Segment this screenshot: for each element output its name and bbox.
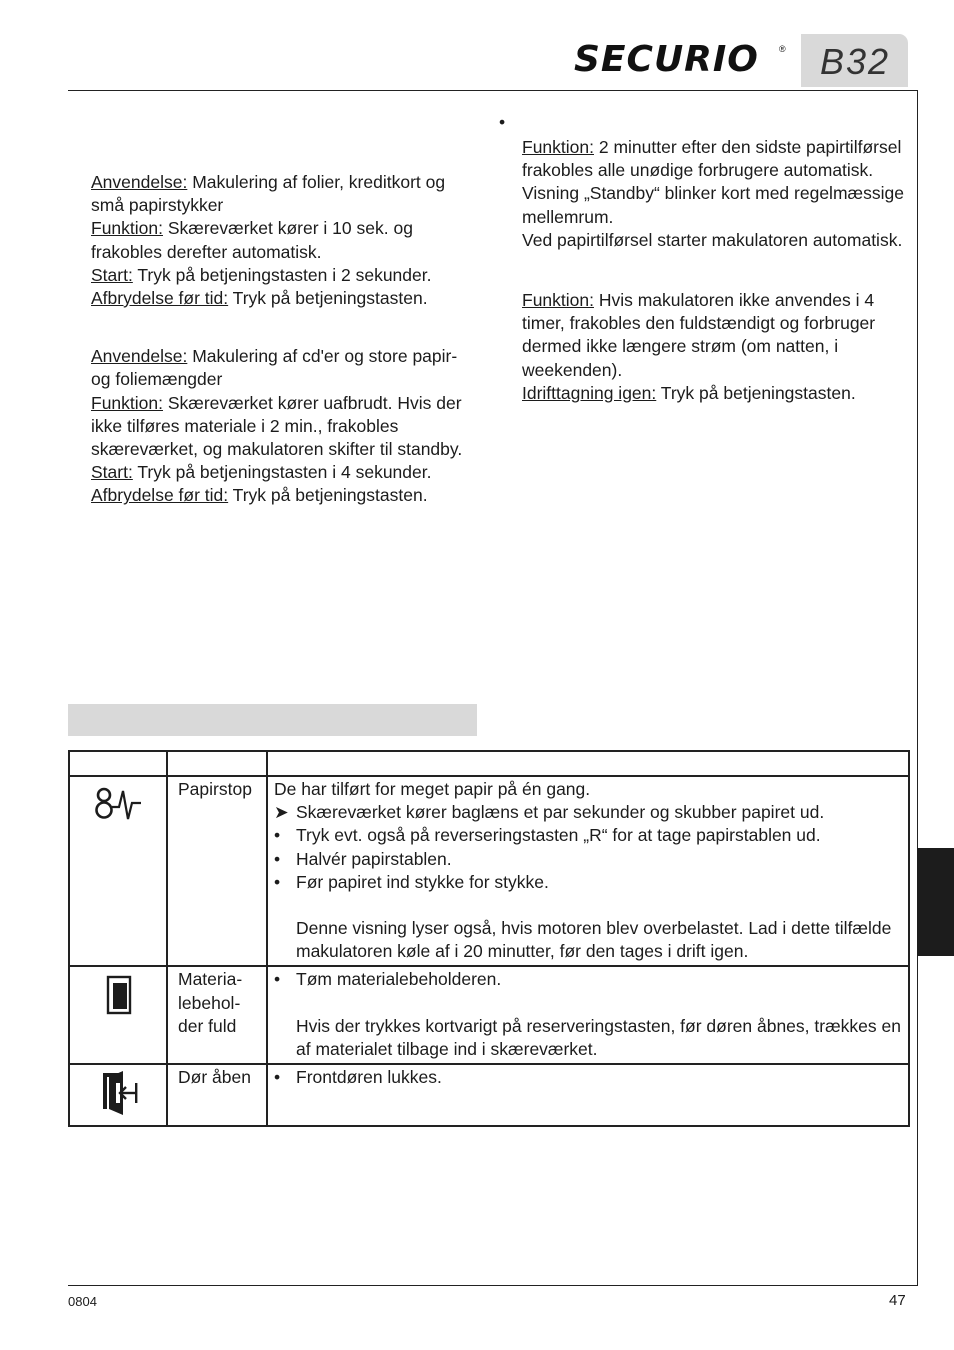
- section-heading-bar: [68, 704, 477, 736]
- display-line: Visning „Standby“ blinker kort med regelmæssige mellemrum.: [522, 183, 904, 227]
- list-item: • Før papiret ind stykke for stykke.: [274, 871, 549, 892]
- function-line: [91, 392, 471, 462]
- use-label: Anvendelse:: [91, 172, 188, 192]
- registered-mark: ®: [779, 44, 786, 54]
- error-table: [68, 750, 910, 1127]
- stop-text: Tryk på betjeningstasten.: [228, 288, 428, 309]
- list-item: • Halvér papirstablen.: [274, 848, 452, 869]
- function-label: Funktion:: [522, 137, 594, 157]
- document-code: 0804: [68, 1294, 97, 1309]
- start-text: Tryk på betjeningstasten i 4 sekunder.: [132, 462, 432, 483]
- table-row: [69, 966, 909, 1064]
- section-thumb-tab: [917, 848, 954, 956]
- table-row: [69, 1064, 909, 1126]
- right-column: [522, 136, 912, 405]
- restart-text: Tryk på betjeningstasten.: [656, 382, 856, 403]
- status-name: Papirstop: [167, 776, 267, 966]
- remedy-cell: [267, 776, 909, 966]
- function-label: Funktion:: [522, 290, 594, 311]
- page-number: 47: [889, 1292, 906, 1309]
- list-item: • Tryk evt. også på reverseringstasten „R“ for at tage papirstablen ud.: [274, 825, 821, 846]
- remedy-cell: [267, 1064, 909, 1126]
- bin-full-icon: [104, 975, 134, 1015]
- feed-line: Ved papirtilførsel starter makulatoren automatisk.: [522, 229, 903, 250]
- header-cell-cause: [167, 751, 267, 776]
- use-line: [91, 171, 471, 217]
- footer-rule: [68, 1285, 918, 1286]
- intro-text: De har tilført for meget papir på én gang.: [274, 779, 591, 799]
- function-text: Hvis makulatoren ikke anvendes i 4 timer, frakobles den fuldstændigt og forbruger dermed ikke længere strøm (om natten, i weekenden).: [522, 290, 876, 380]
- model-name: B32: [820, 41, 891, 82]
- restart-label: Idrifttagning igen:: [522, 382, 657, 403]
- note-text: Denne visning lyser også, hvis motoren blev overbelastet. Lad i dette tilfælde makulatoren køle af i 20 minutter, før den tages i drift igen.: [296, 918, 892, 962]
- function-text: 2 minutter efter den sidste papirtilførsel frakobles alle unødige forbrugere automatisk.: [522, 137, 902, 181]
- remedy-cell: [267, 966, 909, 1064]
- table-row: [69, 776, 909, 966]
- note-text: Hvis der trykkes kortvarigt på reserveringstasten, før døren åbnes, trækkes en af materialet tilbage ind i skæreværket.: [296, 1015, 901, 1059]
- table-header-row: [69, 751, 909, 776]
- start-line: [91, 461, 471, 484]
- stop-text: Tryk på betjeningstasten.: [228, 485, 428, 506]
- brand-logo: SECURIO: [574, 39, 759, 80]
- function-label: Funktion:: [91, 392, 163, 413]
- start-text: Tryk på betjeningstasten i 2 sekunder.: [132, 264, 432, 285]
- standby-block: [522, 136, 912, 252]
- icon-cell: [69, 1064, 167, 1126]
- start-label: Start:: [91, 462, 133, 483]
- energy-off-block: [522, 289, 912, 405]
- list-item: ➤ Skæreværket kører baglæns et par sekunder og skubber papiret ud.: [274, 801, 903, 824]
- use-text: Makulering af folier, kreditkort og små papirstykker: [91, 172, 446, 216]
- paper-jam-icon: [95, 785, 143, 823]
- stop-label: Afbrydelse før tid:: [91, 288, 229, 309]
- stop-line: [91, 484, 471, 507]
- function-line: [522, 136, 912, 182]
- arrow-icon: ➤: [274, 802, 289, 823]
- stop-line: [91, 287, 471, 310]
- list-item: • Frontdøren lukkes.: [274, 1067, 442, 1088]
- start-label: Start:: [91, 264, 133, 285]
- header-cell-remedy: [267, 751, 909, 776]
- use-text: Makulering af cd'er og store papir- og foliemængder: [91, 346, 458, 390]
- door-open-icon: [99, 1069, 139, 1117]
- use-label: Anvendelse:: [91, 346, 188, 367]
- function-line: [91, 217, 471, 263]
- function-text: Skæreværket kører i 10 sek. og frakobles derefter automatisk.: [91, 218, 413, 262]
- status-name: Materia- lebehol- der fuld: [167, 966, 267, 1064]
- icon-cell: [69, 966, 167, 1064]
- function-label: Funktion:: [91, 218, 163, 239]
- header-rule: [68, 90, 918, 91]
- bullet-marker: •: [499, 112, 506, 132]
- function-line: [522, 289, 912, 382]
- icon-cell: [69, 776, 167, 966]
- mode-block-continuous: [91, 345, 471, 507]
- mode-block-short: [91, 171, 471, 310]
- function-text: Skæreværket kører uafbrudt. Hvis der ikke tilføres materiale i 2 min., frakobles skæreværket, og makulatoren skifter til standby.: [91, 392, 463, 460]
- header-cell-display: [69, 751, 167, 776]
- stop-label: Afbrydelse før tid:: [91, 485, 229, 506]
- restart-line: [522, 382, 912, 405]
- status-name: Dør åben: [167, 1064, 267, 1126]
- left-column: [91, 171, 471, 508]
- right-margin-rule: [917, 90, 918, 1286]
- start-line: [91, 264, 471, 287]
- list-item: • Tøm materialebeholderen.: [274, 969, 502, 990]
- use-line: [91, 345, 471, 391]
